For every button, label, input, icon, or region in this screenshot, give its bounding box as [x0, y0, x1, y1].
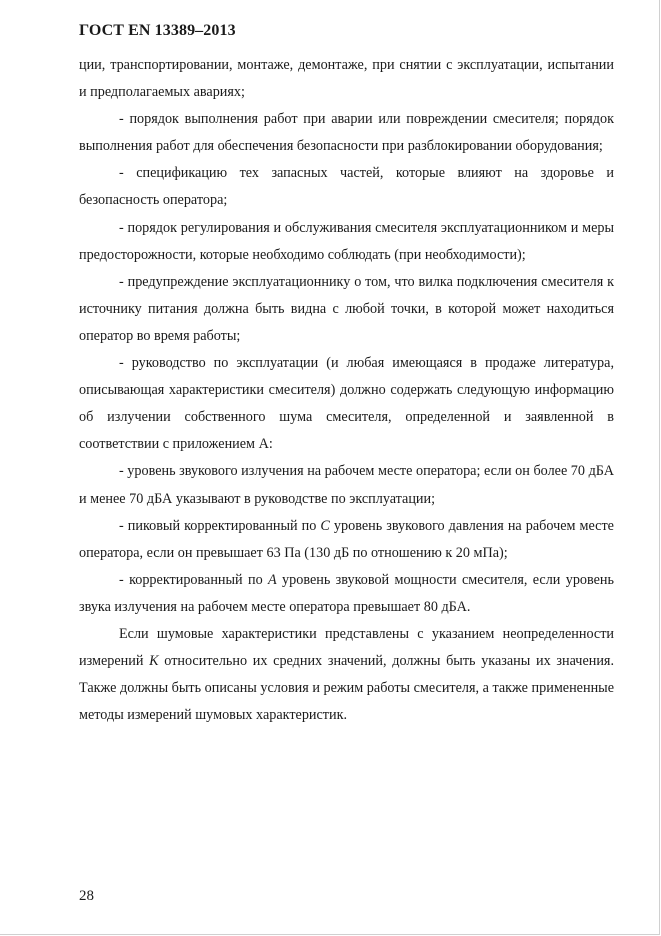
list-item-accident-procedure: - порядок выполнения работ при аварии или повреждении смесителя; порядок выполнения работ для обеспечения безопасности при разблокировании оборудования; [79, 111, 614, 155]
list-item-manual-noise-info: - руководство по эксплуатации (и любая имеющаяся в продаже литература, описывающая характеристики смесителя) должно содержать следующую информацию об излучении собственного шума смесителя, определенной и заявленной в соответствии с приложением А: [79, 355, 614, 453]
text-segment: Если шумовые характеристики представлены с указанием неопределенности измерений [79, 625, 614, 670]
italic-symbol: С [320, 517, 330, 534]
text-segment: относительно их средних значений, должны быть указаны их значения. Также должны быть описаны условия и режим работы смесителя, а также примененные методы измерений шумовых характеристик. [79, 653, 614, 724]
paragraph-continuation: ции, транспортировании, монтаже, демонтаже, при снятии с эксплуатации, испытании и предполагаемых авариях; [79, 57, 614, 101]
list-item-peak-pressure [79, 513, 614, 567]
list-item-spare-parts: - спецификацию тех запасных частей, которые влияют на здоровье и безопасность оператора; [79, 165, 614, 209]
document-body [79, 52, 614, 729]
text-segment: уровень звукового давления на рабочем месте оператора, если он превышает 63 Па (130 дБ по отношению к 20 мПа); [79, 517, 614, 561]
italic-symbol: А [268, 571, 277, 588]
text-segment: - корректированный по [119, 571, 269, 588]
list-item-sound-power [79, 567, 614, 621]
list-item-maintenance: - порядок регулирования и обслуживания смесителя эксплуатационником и меры предосторожности, которые необходимо соблюдать (при необходимости); [79, 219, 614, 263]
italic-symbol: К [149, 653, 159, 670]
paragraph-uncertainty [79, 621, 614, 729]
text-segment: уровень звуковой мощности смесителя, если уровень звука излучения на рабочем месте оператора превышает 80 дБА. [79, 571, 614, 615]
document-header: ГОСТ EN 13389–2013 [79, 22, 236, 39]
list-item-plug-warning: - предупреждение эксплуатационнику о том, что вилка подключения смесителя к источнику питания должна быть видна с любой точки, в которой может находиться оператор во время работы; [79, 273, 614, 344]
text-segment: - пиковый корректированный по [119, 517, 321, 534]
list-item-sound-level: - уровень звукового излучения на рабочем месте оператора; если он более 70 дБА и менее 70 дБА указывают в руководстве по эксплуатации; [79, 463, 614, 507]
page-number: 28 [79, 888, 94, 904]
